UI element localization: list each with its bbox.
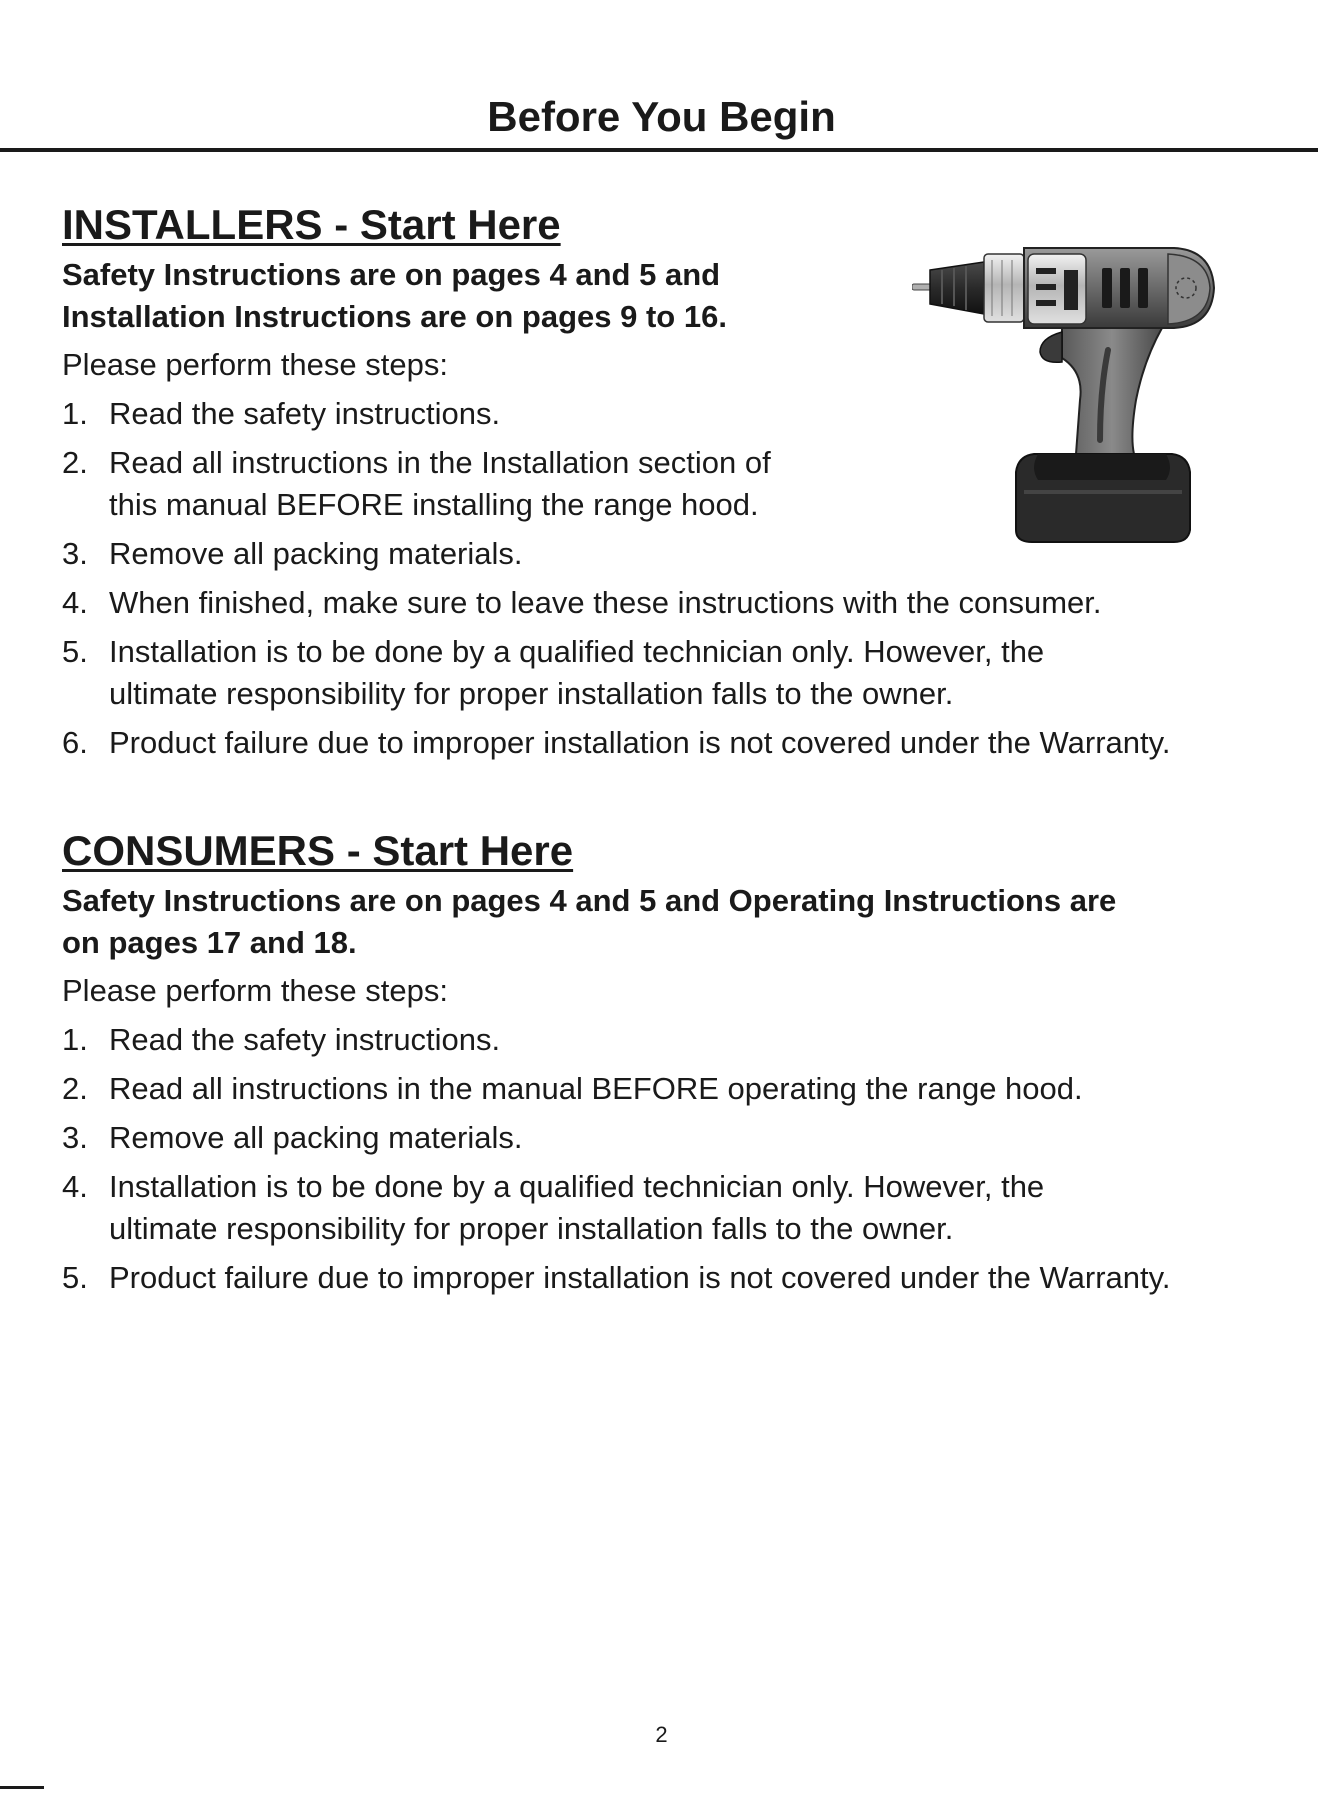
step-text: Product failure due to improper installation is not covered under the Warranty. — [109, 725, 1171, 760]
step-number: 3. — [62, 536, 88, 571]
consumers-bold-line-1: Safety Instructions are on pages 4 and 5 and Operating Instructions are — [62, 883, 1117, 918]
step-text: Remove all packing materials. — [109, 536, 523, 571]
list-item — [62, 1068, 1262, 1110]
installers-steps-intro: Please perform these steps: — [62, 347, 448, 382]
step-text: Remove all packing materials. — [109, 1120, 523, 1155]
installers-bold-line-1: Safety Instructions are on pages 4 and 5 and — [62, 257, 721, 292]
consumers-page-reference — [62, 880, 1262, 964]
step-text-line-2: ultimate responsibility for proper installation falls to the owner. — [109, 1211, 954, 1246]
step-text-line-1: Installation is to be done by a qualified technician only. However, the — [109, 1169, 1045, 1204]
step-number: 2. — [62, 445, 88, 480]
list-item — [62, 582, 1262, 624]
step-number: 2. — [62, 1071, 88, 1106]
installers-title: INSTALLERS - Start Here — [62, 201, 561, 248]
list-item — [62, 722, 1262, 764]
step-text-line-1: Installation is to be done by a qualified technician only. However, the — [109, 634, 1045, 669]
list-item — [62, 631, 1262, 715]
consumers-steps-list — [62, 1019, 1262, 1299]
list-item — [62, 1117, 1262, 1159]
header-divider — [0, 148, 1318, 152]
step-number: 5. — [62, 1260, 88, 1295]
installers-bold-line-2: Installation Instructions are on pages 9 to 16. — [62, 299, 727, 334]
step-number: 5. — [62, 634, 88, 669]
list-item — [62, 442, 929, 526]
corner-mark — [0, 1786, 44, 1789]
step-number: 6. — [62, 725, 88, 760]
step-number: 4. — [62, 585, 88, 620]
step-text: Read the safety instructions. — [109, 396, 501, 431]
cordless-drill-icon — [912, 240, 1227, 545]
list-item — [62, 1166, 1262, 1250]
step-text-line-2: ultimate responsibility for proper installation falls to the owner. — [109, 676, 954, 711]
step-number: 1. — [62, 396, 88, 431]
step-number: 1. — [62, 1022, 88, 1057]
list-item — [62, 393, 929, 435]
page-title: Before You Begin — [487, 93, 836, 140]
consumers-title: CONSUMERS - Start Here — [62, 827, 574, 874]
step-text: When finished, make sure to leave these instructions with the consumer. — [109, 585, 1102, 620]
list-item — [62, 1019, 1262, 1061]
list-item — [62, 1257, 1262, 1299]
consumers-steps-intro: Please perform these steps: — [62, 973, 448, 1008]
step-text: Product failure due to improper installation is not covered under the Warranty. — [109, 1260, 1171, 1295]
step-text-line-1: Read all instructions in the Installation section of — [109, 445, 771, 480]
step-number: 3. — [62, 1120, 88, 1155]
step-text-line-2: this manual BEFORE installing the range hood. — [109, 487, 759, 522]
step-text: Read the safety instructions. — [109, 1022, 501, 1057]
page-number: 2 — [655, 1722, 668, 1747]
step-number: 4. — [62, 1169, 88, 1204]
step-text: Read all instructions in the manual BEFORE operating the range hood. — [109, 1071, 1083, 1106]
consumers-section — [62, 826, 1262, 1306]
consumers-bold-line-2: on pages 17 and 18. — [62, 925, 357, 960]
